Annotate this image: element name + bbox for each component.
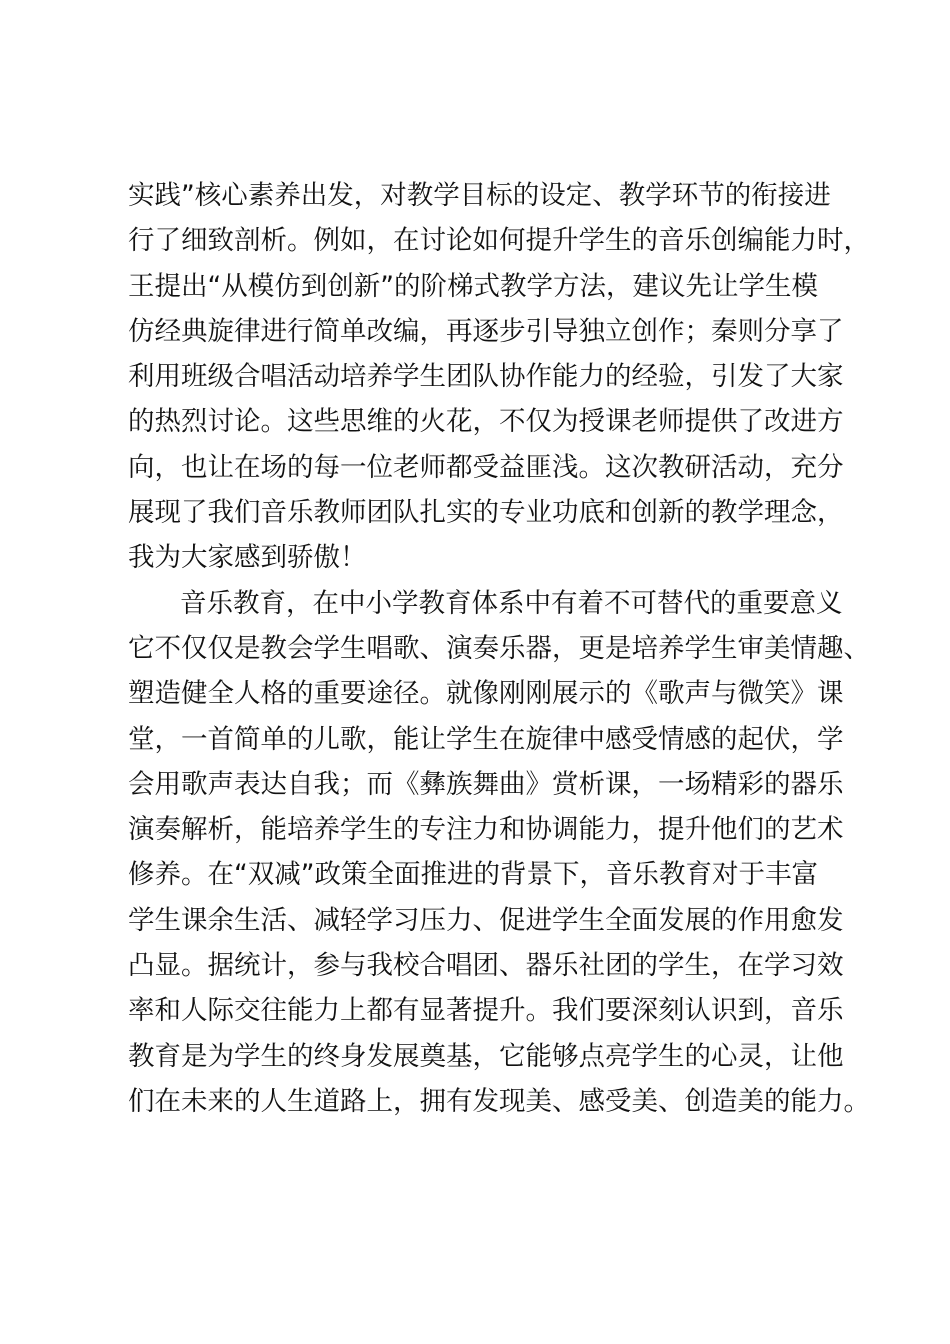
paragraph-line: 我为大家感到骄傲！ bbox=[128, 542, 367, 574]
document-body bbox=[128, 173, 870, 1124]
paragraph-line: 凸显。据统计，参与我校合唱团、器乐社团的学生，在学习效 bbox=[128, 950, 844, 982]
paragraph-line: 的热烈讨论。这些思维的火花，不仅为授课老师提供了改进方 bbox=[128, 406, 844, 438]
paragraph-line: 利用班级合唱活动培养学生团队协作能力的经验，引发了大家 bbox=[128, 361, 844, 393]
paragraph-line: 向，也让在场的每一位老师都受益匪浅。这次教研活动，充分 bbox=[128, 451, 844, 483]
paragraph-line: 仿经典旋律进行简单改编，再逐步引导独立创作；秦则分享了 bbox=[128, 315, 844, 347]
paragraph-2 bbox=[128, 581, 870, 1125]
paragraph-line: 王提出“从模仿到创新”的阶梯式教学方法，建议先让学生模 bbox=[128, 270, 818, 302]
paragraph-line: 率和人际交往能力上都有显著提升。我们要深刻认识到，音乐 bbox=[128, 995, 844, 1027]
paragraph-line: 它不仅仅是教会学生唱歌、演奏乐器，更是培养学生审美情趣、 bbox=[128, 632, 870, 664]
paragraph-line: 行了细致剖析。例如，在讨论如何提升学生的音乐创编能力时， bbox=[128, 225, 870, 257]
paragraph-line: 会用歌声表达自我；而《彝族舞曲》赏析课，一场精彩的器乐 bbox=[128, 768, 844, 800]
paragraph-line: 展现了我们音乐教师团队扎实的专业功底和创新的教学理念， bbox=[128, 497, 844, 529]
paragraph-line: 塑造健全人格的重要途径。就像刚刚展示的《歌声与微笑》课 bbox=[128, 678, 844, 710]
paragraph-line: 堂，一首简单的儿歌，能让学生在旋律中感受情感的起伏，学 bbox=[128, 723, 844, 755]
paragraph-line: 修养。在“双减”政策全面推进的背景下，音乐教育对于丰富 bbox=[128, 859, 818, 891]
paragraph-line: 音乐教育，在中小学教育体系中有着不可替代的重要意义 bbox=[180, 587, 843, 619]
paragraph-1 bbox=[128, 173, 870, 581]
paragraph-line: 教育是为学生的终身发展奠基，它能够点亮学生的心灵，让他 bbox=[128, 1040, 844, 1072]
paragraph-line: 们在未来的人生道路上，拥有发现美、感受美、创造美的能力。 bbox=[128, 1085, 870, 1117]
paragraph-line: 学生课余生活、减轻学习压力、促进学生全面发展的作用愈发 bbox=[128, 904, 844, 936]
paragraph-line: 演奏解析，能培养学生的专注力和协调能力，提升他们的艺术 bbox=[128, 814, 844, 846]
paragraph-line: 实践”核心素养出发，对教学目标的设定、教学环节的衔接进 bbox=[128, 180, 831, 211]
